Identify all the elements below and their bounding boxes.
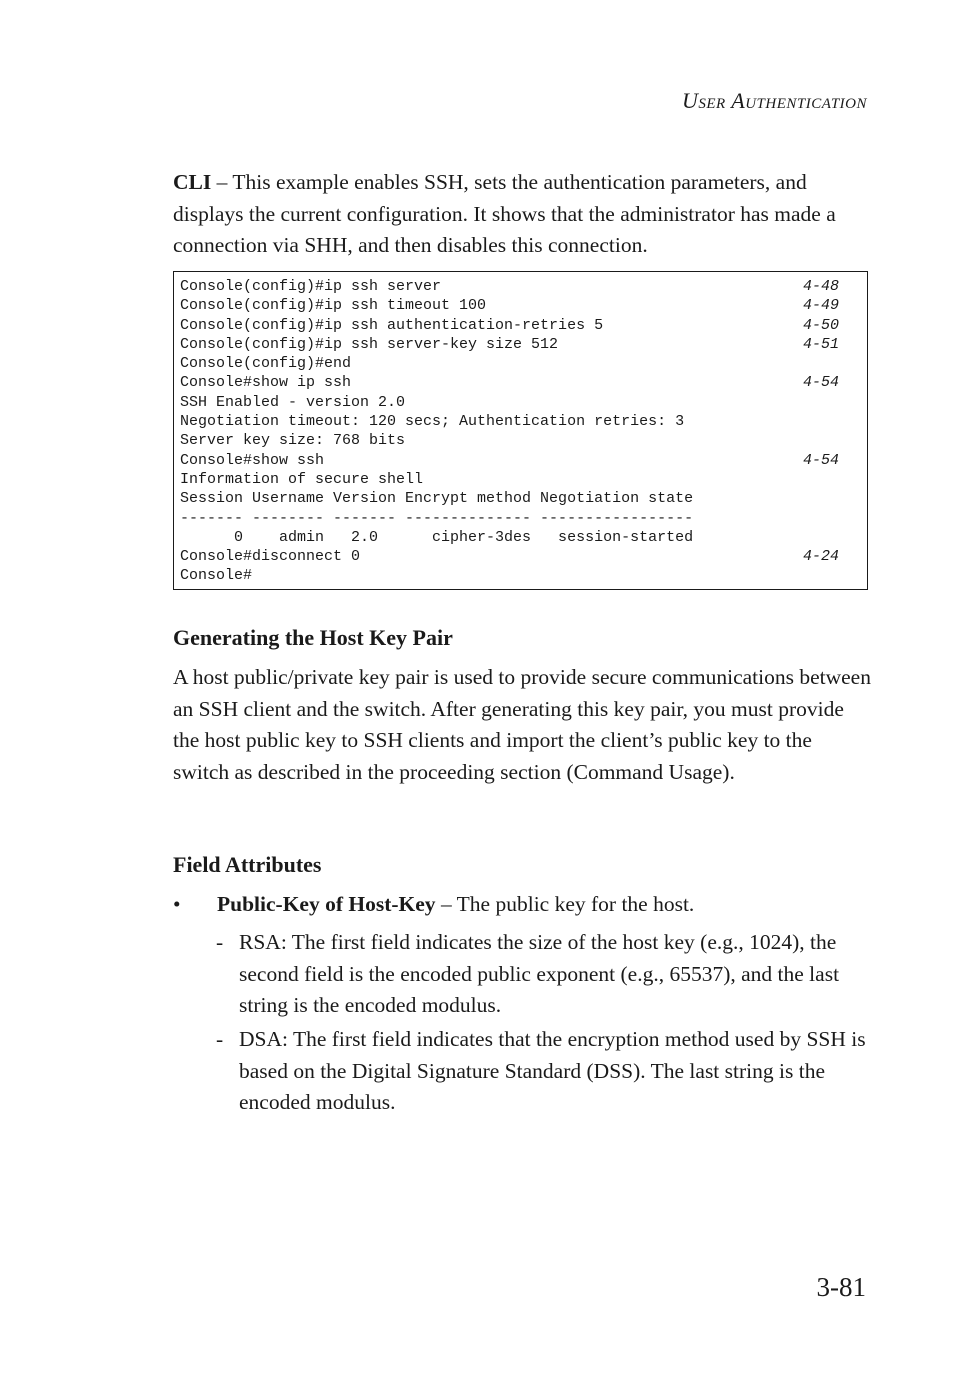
running-header: User Authentication xyxy=(681,88,867,113)
code-line xyxy=(180,451,867,470)
code-text: Negotiation timeout: 120 secs; Authentication retries: 3 xyxy=(180,413,685,431)
code-line xyxy=(180,547,867,566)
code-text: Console# xyxy=(180,567,253,585)
code-page-reference: 4-54 xyxy=(803,374,840,392)
code-page-reference: 4-51 xyxy=(803,335,840,353)
sub-item-marker: - xyxy=(216,930,224,954)
sub-item-text: DSA: The first field indicates that the encryption method used by SSH is based on the Digital Signature Standard (DSS). The last string is the encoded modulus. xyxy=(239,1027,866,1114)
page-number: 3-81 xyxy=(816,1272,866,1302)
code-line xyxy=(180,566,867,585)
bullet-item xyxy=(173,889,873,921)
code-line xyxy=(180,489,867,508)
code-line xyxy=(180,509,867,528)
code-line xyxy=(180,316,867,335)
code-text: Session Username Version Encrypt method Negotiation state xyxy=(180,490,694,508)
bullet-desc: – The public key for the host. xyxy=(435,892,695,916)
code-text: Console#disconnect 0 xyxy=(180,548,361,566)
code-text: Console(config)#end xyxy=(180,355,352,373)
sub-item-rsa xyxy=(216,927,868,1022)
code-line xyxy=(180,373,867,392)
code-page-reference: 4-24 xyxy=(803,548,840,566)
sub-item-text: RSA: The first field indicates the size of the host key (e.g., 1024), the second field is the encoded public exponent (e.g., 65537), and the last string is the encoded modulus. xyxy=(239,930,840,1017)
bullet-marker: • xyxy=(173,892,181,916)
bullet-term: Public-Key of Host-Key xyxy=(217,892,436,916)
sub-item-dsa xyxy=(216,1024,868,1119)
code-page-reference: 4-49 xyxy=(803,297,840,315)
code-line xyxy=(180,393,867,412)
code-text: 0 admin 2.0 cipher-3des session-started xyxy=(180,528,694,546)
code-line xyxy=(180,528,867,547)
code-text: Console(config)#ip ssh authentication-retries 5 xyxy=(180,316,604,334)
code-text: ------- -------- ------- -------------- ----------------- xyxy=(180,509,694,527)
host-key-paragraph: A host public/private key pair is used to provide secure communications between an SSH client and the switch. After generating this key pair, you must provide the host public key to SSH clients and import the client’s public key to the switch as described in the proceeding section (Command Usage). xyxy=(173,665,871,784)
code-text: Console#show ip ssh xyxy=(180,374,352,392)
intro-text: – This example enables SSH, sets the authentication parameters, and displays the current configuration. It shows that the administrator has made a connection via SHH, and then disables this connection. xyxy=(173,170,836,257)
code-line xyxy=(180,431,867,450)
code-line xyxy=(180,277,867,296)
intro-paragraph xyxy=(173,167,873,262)
code-text: Console(config)#ip ssh server xyxy=(180,278,442,295)
code-line xyxy=(180,354,867,373)
code-line xyxy=(180,470,867,489)
code-line xyxy=(180,296,867,315)
sub-item-marker: - xyxy=(216,1027,224,1051)
code-page-reference: 4-48 xyxy=(803,278,840,295)
intro-lead: CLI xyxy=(173,170,212,194)
code-text: SSH Enabled - version 2.0 xyxy=(180,393,406,411)
code-text: Information of secure shell xyxy=(180,470,424,488)
section-heading-host-key: Generating the Host Key Pair xyxy=(173,625,453,650)
code-text: Console(config)#ip ssh timeout 100 xyxy=(180,297,487,315)
code-text: Console(config)#ip ssh server-key size 512 xyxy=(180,335,559,353)
section-heading-field-attributes: Field Attributes xyxy=(173,852,322,877)
code-line xyxy=(180,335,867,354)
code-page-reference: 4-50 xyxy=(803,316,840,334)
code-line xyxy=(180,412,867,431)
code-page-reference: 4-54 xyxy=(803,451,840,469)
code-example-box xyxy=(173,271,868,590)
code-text: Server key size: 768 bits xyxy=(180,432,406,450)
code-text: Console#show ssh xyxy=(180,451,325,469)
